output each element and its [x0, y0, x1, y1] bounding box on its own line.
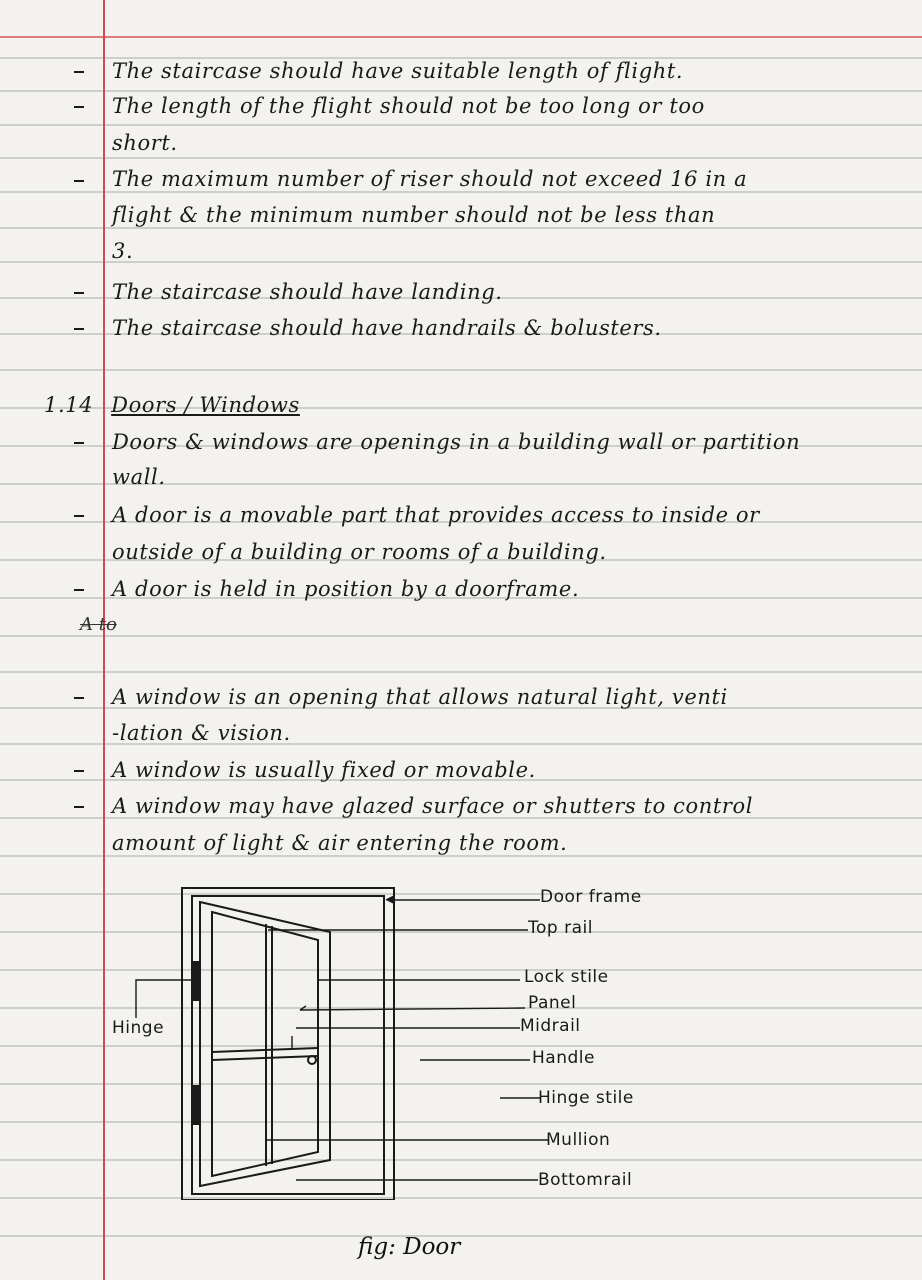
note-line: A door is held in position by a doorframe.: [112, 577, 580, 601]
bullet-dash: [74, 515, 84, 517]
label-top-rail: Top rail: [528, 918, 593, 938]
bullet-dash: [74, 806, 84, 808]
hinge-top: [194, 962, 200, 1000]
note-line: The staircase should have suitable length of flight.: [112, 59, 684, 83]
note-line: amount of light & air entering the room.: [112, 831, 568, 855]
bullet-dash: [74, 589, 84, 591]
figure-caption: fig: Door: [358, 1234, 461, 1260]
note-line: A door is a movable part that provides access to inside or: [112, 503, 760, 527]
section-number: 1.14: [44, 393, 94, 417]
note-line: short.: [112, 131, 178, 155]
label-hinge: Hinge: [112, 1018, 165, 1038]
bullet-dash: [74, 442, 84, 444]
note-line: outside of a building or rooms of a building.: [112, 540, 607, 564]
note-line: A window may have glazed surface or shutters to control: [112, 794, 754, 818]
note-line: A window is usually fixed or movable.: [112, 758, 536, 782]
note-line: The length of the flight should not be too long or too: [112, 94, 705, 118]
hinge-bottom: [194, 1086, 200, 1124]
label-hinge-stile: Hinge stile: [538, 1088, 634, 1108]
label-panel: Panel: [528, 993, 577, 1013]
bullet-dash: [74, 770, 84, 772]
bullet-dash: [74, 71, 84, 73]
door-frame-inner: [192, 896, 384, 1194]
note-line: The staircase should have handrails & bolusters.: [112, 316, 662, 340]
label-bottom-rail: Bottomrail: [538, 1170, 633, 1190]
note-line: 3.: [112, 239, 134, 263]
note-line: The staircase should have landing.: [112, 280, 503, 304]
header-rule: [0, 36, 922, 38]
label-lock-stile: Lock stile: [524, 967, 609, 987]
note-line: -lation & vision.: [112, 721, 291, 745]
label-mullion: Mullion: [546, 1130, 611, 1150]
note-line: wall.: [112, 465, 166, 489]
label-door-frame: Door frame: [540, 887, 642, 907]
bullet-dash: [74, 106, 84, 108]
section-title: Doors / Windows: [111, 393, 300, 417]
label-handle: Handle: [532, 1048, 595, 1068]
section-heading: [44, 390, 916, 420]
bullet-dash: [74, 292, 84, 294]
struck-text: A to: [80, 614, 117, 635]
bullet-dash: [74, 328, 84, 330]
label-midrail: Midrail: [520, 1016, 581, 1036]
note-line: Doors & windows are openings in a building wall or partition: [112, 430, 801, 454]
bullet-dash: [74, 697, 84, 699]
note-line: flight & the minimum number should not be less than: [112, 203, 716, 227]
note-line: A window is an opening that allows natural light, venti: [112, 685, 728, 709]
bullet-dash: [74, 180, 84, 182]
door-frame-outer: [182, 888, 394, 1200]
note-line: The maximum number of riser should not exceed 16 in a: [112, 167, 748, 191]
